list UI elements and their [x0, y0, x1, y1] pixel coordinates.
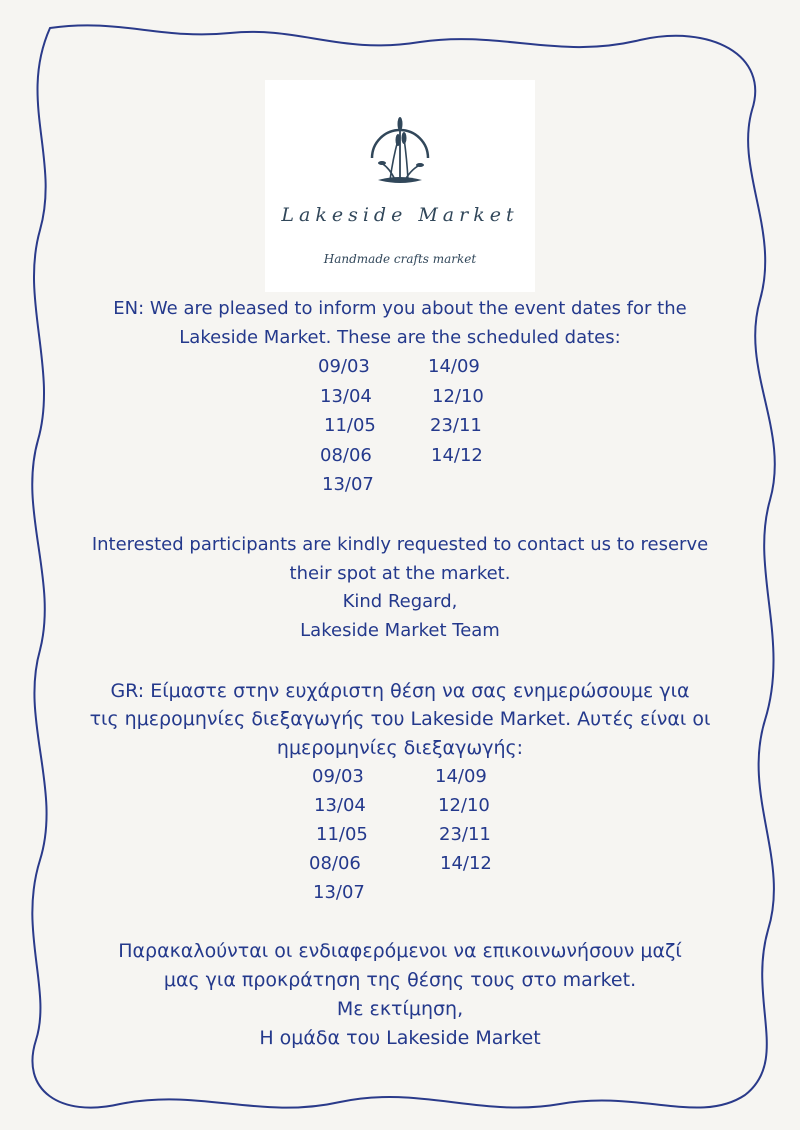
reed-lake-icon [360, 110, 440, 190]
gr-intro-line-1: GR: Είμαστε στην ευχάριστη θέση να σας ενημερώσουμε για [110, 680, 690, 702]
gr-contact-line-1: Παρακαλούνται οι ενδιαφερόμενοι να επικοινωνήσουν μαζί [118, 940, 682, 962]
gr-date: 08/06 [309, 853, 361, 874]
brand-name: Lakeside Market [281, 204, 519, 226]
en-date: 11/05 [324, 415, 376, 436]
gr-contact-line-2: μας για προκράτηση της θέσης τους στο market. [163, 969, 637, 991]
brand-tagline: Handmade crafts market [323, 252, 477, 266]
en-closing: Kind Regard, [342, 591, 458, 612]
gr-date: 11/05 [316, 824, 368, 845]
en-date: 14/12 [431, 445, 483, 466]
en-date: 12/10 [432, 386, 484, 407]
en-intro-line-2: Lakeside Market. These are the scheduled dates: [179, 327, 621, 348]
en-date: 13/07 [322, 474, 374, 495]
gr-intro-line-2: τις ημερομηνίες διεξαγωγής του Lakeside Market. Αυτές είναι οι [89, 708, 711, 730]
gr-date: 13/07 [313, 882, 365, 903]
gr-signature: Η ομάδα του Lakeside Market [259, 1027, 541, 1049]
en-date: 08/06 [320, 445, 372, 466]
gr-date: 23/11 [439, 824, 491, 845]
logo-card [265, 80, 535, 292]
gr-date: 13/04 [314, 795, 366, 816]
en-date: 13/04 [320, 386, 372, 407]
gr-closing: Με εκτίμηση, [336, 998, 464, 1020]
en-contact-line-1: Interested participants are kindly requested to contact us to reserve [91, 534, 709, 555]
en-date: 14/09 [428, 356, 480, 377]
en-date: 09/03 [318, 356, 370, 377]
gr-date: 09/03 [312, 766, 364, 787]
gr-date: 14/09 [435, 766, 487, 787]
gr-date: 12/10 [438, 795, 490, 816]
en-signature: Lakeside Market Team [300, 620, 500, 641]
gr-intro-line-3: ημερομηνίες διεξαγωγής: [276, 737, 524, 759]
gr-date: 14/12 [440, 853, 492, 874]
en-contact-line-2: their spot at the market. [289, 563, 511, 584]
en-date: 23/11 [430, 415, 482, 436]
en-intro-line-1: EN: We are pleased to inform you about the event dates for the [113, 298, 687, 319]
